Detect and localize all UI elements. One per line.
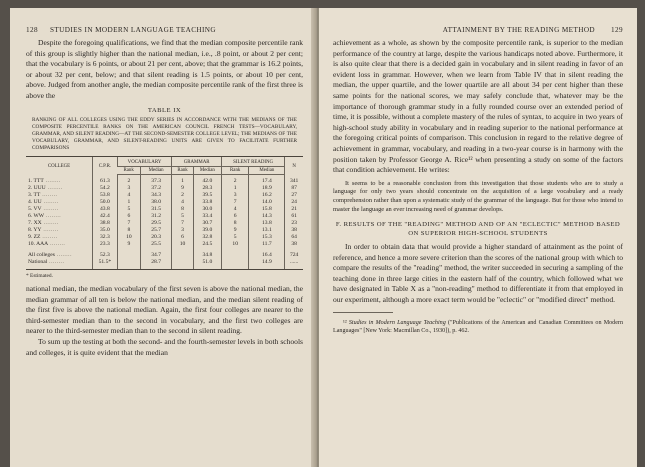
table-row bbox=[26, 175, 303, 186]
cell-college bbox=[26, 206, 93, 213]
leader-dots: ........ bbox=[41, 199, 59, 206]
paragraph: achievement as a whole, as shown by the composite percentile rank, is superior to the median performance of the country at large, despite the various handicaps noted above. Furthermore, it is also quite clear that there is a decided gain in vocabulary and in silent reading in favor of an evident loss in grammar. However, when we learn from Table IV that in silent reading the median, the upper quartile, and the lower quartile are all about 34 per cent higher than these same points for the national scores, we may safely conclude that, whatever may be the importance of thorough grammar study in a fully rounded course over an extended period of time, it is possible, without a complete mastery of the rules of syntax, to acquire in two years of high-school study ability in vocabulary and in reading superior to the national performance at the foregoing critical points of comparison. This conclusion in regard to the relative degree of achievement in grammar, vocabulary, and reading in a two-year course is in harmony with the position taken by Professor George A. Rice¹² when presenting a study on some of the factors that condition achievement. He writes: bbox=[333, 38, 623, 175]
cell-v-med: 34.7 bbox=[141, 248, 172, 259]
cell-g-med: 30.7 bbox=[193, 220, 221, 227]
college-name: All colleges bbox=[28, 252, 55, 259]
cell-cpr: 52.3 bbox=[93, 248, 118, 259]
cell-cpr: 53.8 bbox=[93, 192, 118, 199]
leader-dots: ........ bbox=[41, 220, 59, 227]
subheader-median: Median bbox=[141, 167, 172, 175]
cell-cpr: 61.3 bbox=[93, 175, 118, 186]
paragraph: Despite the foregoing qualifications, we find that the median composite percentile rank of this group is slightly higher than the national median, i.e., .8 point, or about 2 per cent; that the vocabulary is 6 points, or about 21 per cent, above; that the grammar is 16.2 points, or about 32 per cent, below; and that silent reading is 1.5 points, or about 10 per cent, above. Judged from another angle, the median composite percentile rank of the first three is above the bbox=[26, 38, 303, 100]
cell-g-med: 42.0 bbox=[193, 175, 221, 186]
college-name: 2. UUU bbox=[28, 185, 46, 192]
cell-g-med: 24.5 bbox=[193, 241, 221, 248]
cell-n: 38 bbox=[285, 227, 303, 234]
leader-dots: ........ bbox=[48, 241, 66, 248]
cell-g-rank: 6 bbox=[172, 234, 194, 241]
col-header-college: COLLEGE bbox=[26, 157, 93, 175]
college-name: 6. WW bbox=[28, 213, 45, 220]
cell-s-rank: 8 bbox=[221, 220, 249, 227]
cell-s-med: 16.4 bbox=[249, 248, 285, 259]
college-name: 7. XX bbox=[28, 220, 42, 227]
cell-n: 24 bbox=[285, 199, 303, 206]
col-header-vocabulary: VOCABULARY bbox=[117, 157, 172, 167]
cell-cpr: 32.3 bbox=[93, 234, 118, 241]
cell-n: 23 bbox=[285, 220, 303, 227]
cell-v-med: 25.7 bbox=[141, 227, 172, 234]
page-number: 128 bbox=[26, 26, 38, 34]
college-name: National bbox=[28, 259, 48, 266]
cell-g-rank: 10 bbox=[172, 241, 194, 248]
cell-s-rank bbox=[221, 248, 249, 259]
page-number: 129 bbox=[611, 26, 623, 34]
college-name: 1. TTT bbox=[28, 177, 44, 184]
cell-college bbox=[26, 259, 93, 270]
cell-v-med: 37.3 bbox=[141, 175, 172, 186]
cell-n: 64 bbox=[285, 234, 303, 241]
cell-n: 38 bbox=[285, 241, 303, 248]
cell-v-rank: 2 bbox=[117, 175, 140, 186]
cell-cpr: 42.4 bbox=[93, 213, 118, 220]
subheader-rank: Rank bbox=[172, 167, 194, 175]
footnote bbox=[333, 319, 623, 335]
college-name: 10. AAA bbox=[28, 241, 49, 248]
college-name: 3. TT bbox=[28, 192, 41, 199]
cell-s-rank bbox=[221, 259, 249, 270]
footnote-marker: ¹² bbox=[343, 319, 349, 326]
table-row bbox=[26, 259, 303, 270]
cell-s-rank: 3 bbox=[221, 192, 249, 199]
cell-s-med: 15.8 bbox=[249, 206, 285, 213]
cell-s-med: 14.0 bbox=[249, 199, 285, 206]
subheader-rank: Rank bbox=[117, 167, 140, 175]
cell-g-rank: 8 bbox=[172, 206, 194, 213]
cell-college bbox=[26, 227, 93, 234]
cell-college bbox=[26, 241, 93, 248]
section-heading: F. RESULTS OF THE "READING" METHOD AND OF AN "ECLECTIC" METHOD BASED ON SUPERIOR HIGH-SCHOOL STUDENTS bbox=[335, 221, 621, 238]
cell-v-rank bbox=[117, 248, 140, 259]
cell-cpr: 51.5* bbox=[93, 259, 118, 270]
running-head-left bbox=[26, 26, 303, 38]
col-header-n: N bbox=[285, 157, 303, 175]
footnote-title: Studies in Modern Language Teaching bbox=[348, 319, 446, 326]
cell-college bbox=[26, 185, 93, 192]
cell-s-rank: 10 bbox=[221, 241, 249, 248]
cell-college bbox=[26, 234, 93, 241]
cell-cpr: 23.3 bbox=[93, 241, 118, 248]
table-row bbox=[26, 227, 303, 234]
cell-n: 724 bbox=[285, 248, 303, 259]
cell-college bbox=[26, 220, 93, 227]
cell-s-rank: 4 bbox=[221, 206, 249, 213]
running-head-title: STUDIES IN MODERN LANGUAGE TEACHING bbox=[49, 26, 216, 34]
leader-dots: ........ bbox=[43, 177, 61, 184]
running-head-right bbox=[333, 26, 623, 38]
cell-s-med: 16.2 bbox=[249, 192, 285, 199]
leader-dots: ........ bbox=[44, 213, 62, 220]
cell-v-med: 20.3 bbox=[141, 234, 172, 241]
cell-n: ...... bbox=[285, 259, 303, 270]
cell-g-med: 34.8 bbox=[193, 248, 221, 259]
right-page bbox=[319, 8, 637, 467]
cell-cpr: 54.2 bbox=[93, 185, 118, 192]
cell-v-med: 31.2 bbox=[141, 213, 172, 220]
cell-college bbox=[26, 192, 93, 199]
cell-s-med: 14.9 bbox=[249, 259, 285, 270]
cell-cpr: 35.0 bbox=[93, 227, 118, 234]
cell-g-med: 30.0 bbox=[193, 206, 221, 213]
cell-n: 27 bbox=[285, 192, 303, 199]
cell-v-rank: 8 bbox=[117, 227, 140, 234]
college-name: 9. ZZ bbox=[28, 234, 41, 241]
cell-v-rank: 6 bbox=[117, 213, 140, 220]
college-name: 8. YY bbox=[28, 227, 42, 234]
cell-g-rank bbox=[172, 259, 194, 270]
paragraph: national median, the median vocabulary of the first seven is above the national median, the median grammar of all ten is below the national median, and the median silent reading of the first five is above the national median. Again, the first four colleges are nearer to the third-semester median than to the second in vocabulary, and the first two colleges are nearer to the third-semester median than to the second in silent reading. bbox=[26, 284, 303, 336]
cell-g-med: 28.3 bbox=[193, 185, 221, 192]
cell-v-rank: 7 bbox=[117, 220, 140, 227]
cell-v-med: 34.3 bbox=[141, 192, 172, 199]
table-row bbox=[26, 199, 303, 206]
leader-dots: ........ bbox=[41, 206, 59, 213]
table-row bbox=[26, 206, 303, 213]
table-row bbox=[26, 185, 303, 192]
cell-college bbox=[26, 175, 93, 186]
cell-s-med: 13.1 bbox=[249, 227, 285, 234]
cell-v-med: 31.5 bbox=[141, 206, 172, 213]
table-row bbox=[26, 192, 303, 199]
ranking-table bbox=[26, 156, 303, 270]
cell-v-rank: 1 bbox=[117, 199, 140, 206]
cell-s-rank: 6 bbox=[221, 213, 249, 220]
footnote-text: ("Publications of the American and Canadian Committees on Modern Languages" [New York: Macmillan Co., 1930]), p. 462. bbox=[333, 319, 623, 334]
cell-g-rank: 9 bbox=[172, 185, 194, 192]
cell-v-med: 28.7 bbox=[141, 259, 172, 270]
table-caption: RANKING OF ALL COLLEGES USING THE EDDY SERIES IN ACCORDANCE WITH THE MEDIANS OF THE COMPOSITE PERCENTILE RANKS ON THE AMERICAN COUNCIL FRENCH TESTS—VOCABULARY, GRAMMAR, AND SILENT READING—AT THE SECOND-SEMESTER COLLEGE LEVEL; THE MEDIANS OF THE VOCABULARY, GRAMMAR, AND SILENT-READING UNITS ARE GIVEN TO FACILITATE FURTHER COMPARISONS bbox=[32, 116, 297, 151]
college-name: 5. VV bbox=[28, 206, 42, 213]
paragraph: To sum up the testing at both the second- and the fourth-semester levels in both schools and colleges, it is quite evident that the median bbox=[26, 337, 303, 357]
cell-s-med: 15.3 bbox=[249, 234, 285, 241]
table-summary bbox=[26, 248, 303, 270]
table-row bbox=[26, 248, 303, 259]
cell-v-rank bbox=[117, 259, 140, 270]
running-head-title: ATTAINMENT BY THE READING METHOD bbox=[442, 26, 596, 34]
subheader-rank: Rank bbox=[221, 167, 249, 175]
subheader-median: Median bbox=[249, 167, 285, 175]
cell-g-med: 39.0 bbox=[193, 227, 221, 234]
paragraph: In order to obtain data that would provide a higher standard of attainment as the point of reference, and hence a more severe criterion than the scores of the national group with which to compare the results of the "reading" method, the writer succeeded in securing a sampling of the teaching done in three large cities in the eastern half of the country, which followed what we have designated in Table X as a "non-reading" method to differentiate it from that employed in our experiment, although a more exact term would be "eclectic" or "modified direct" method. bbox=[333, 242, 623, 305]
cell-g-rank bbox=[172, 248, 194, 259]
college-name: 4. UU bbox=[28, 199, 42, 206]
cell-v-rank: 3 bbox=[117, 185, 140, 192]
cell-n: 87 bbox=[285, 185, 303, 192]
cell-g-med: 39.5 bbox=[193, 192, 221, 199]
cell-g-rank: 5 bbox=[172, 213, 194, 220]
cell-s-med: 11.7 bbox=[249, 241, 285, 248]
cell-cpr: 38.8 bbox=[93, 220, 118, 227]
col-header-cpr: C.P.R. bbox=[93, 157, 118, 175]
leader-dots: ........ bbox=[40, 192, 58, 199]
cell-s-med: 18.9 bbox=[249, 185, 285, 192]
cell-s-rank: 9 bbox=[221, 227, 249, 234]
cell-s-rank: 2 bbox=[221, 175, 249, 186]
col-header-grammar: GRAMMAR bbox=[172, 157, 222, 167]
subheader-median: Median bbox=[193, 167, 221, 175]
table-title: TABLE IX bbox=[147, 106, 182, 114]
cell-college bbox=[26, 199, 93, 206]
table-footnote: * Estimated. bbox=[26, 273, 53, 280]
cell-v-med: 29.5 bbox=[141, 220, 172, 227]
leader-dots: ........ bbox=[45, 185, 63, 192]
cell-v-med: 38.0 bbox=[141, 199, 172, 206]
cell-n: 21 bbox=[285, 206, 303, 213]
cell-cpr: 50.0 bbox=[93, 199, 118, 206]
cell-college bbox=[26, 213, 93, 220]
cell-g-med: 51.0 bbox=[193, 259, 221, 270]
table-row bbox=[26, 220, 303, 227]
cell-v-rank: 10 bbox=[117, 234, 140, 241]
cell-v-rank: 4 bbox=[117, 192, 140, 199]
leader-dots: ........ bbox=[47, 259, 65, 266]
cell-v-med: 25.5 bbox=[141, 241, 172, 248]
leader-dots: ........ bbox=[41, 227, 59, 234]
cell-g-rank: 2 bbox=[172, 192, 194, 199]
cell-v-rank: 5 bbox=[117, 206, 140, 213]
col-header-silent-reading: SILENT READING bbox=[221, 157, 284, 167]
cell-n: 341 bbox=[285, 175, 303, 186]
cell-s-med: 17.4 bbox=[249, 175, 285, 186]
leader-dots: ........ bbox=[54, 252, 72, 259]
cell-g-rank: 3 bbox=[172, 227, 194, 234]
cell-cpr: 43.8 bbox=[93, 206, 118, 213]
table-row bbox=[26, 241, 303, 248]
cell-v-med: 37.2 bbox=[141, 185, 172, 192]
table-row bbox=[26, 213, 303, 220]
cell-g-med: 33.4 bbox=[193, 213, 221, 220]
cell-college bbox=[26, 248, 93, 259]
footnote-rule bbox=[333, 312, 393, 313]
cell-g-rank: 1 bbox=[172, 175, 194, 186]
cell-s-rank: 7 bbox=[221, 199, 249, 206]
cell-g-rank: 4 bbox=[172, 199, 194, 206]
cell-g-med: 33.8 bbox=[193, 199, 221, 206]
table-row bbox=[26, 234, 303, 241]
cell-g-rank: 7 bbox=[172, 220, 194, 227]
cell-g-med: 32.8 bbox=[193, 234, 221, 241]
block-quote: It seems to be a reasonable conclusion from this investigation that those students who are to study a language for only two years should concentrate on the acquisition of a large vocabulary and a ready comprehension rather than upon a systematic study of the grammar of the language. But for those who intend to master the language an ever increasing need of grammar develops. bbox=[333, 179, 623, 213]
left-page bbox=[10, 8, 315, 467]
cell-s-rank: 5 bbox=[221, 234, 249, 241]
table-body bbox=[26, 175, 303, 249]
cell-n: 61 bbox=[285, 213, 303, 220]
cell-s-med: 14.3 bbox=[249, 213, 285, 220]
cell-s-med: 13.8 bbox=[249, 220, 285, 227]
cell-v-rank: 9 bbox=[117, 241, 140, 248]
leader-dots: ........ bbox=[40, 234, 58, 241]
cell-s-rank: 1 bbox=[221, 185, 249, 192]
